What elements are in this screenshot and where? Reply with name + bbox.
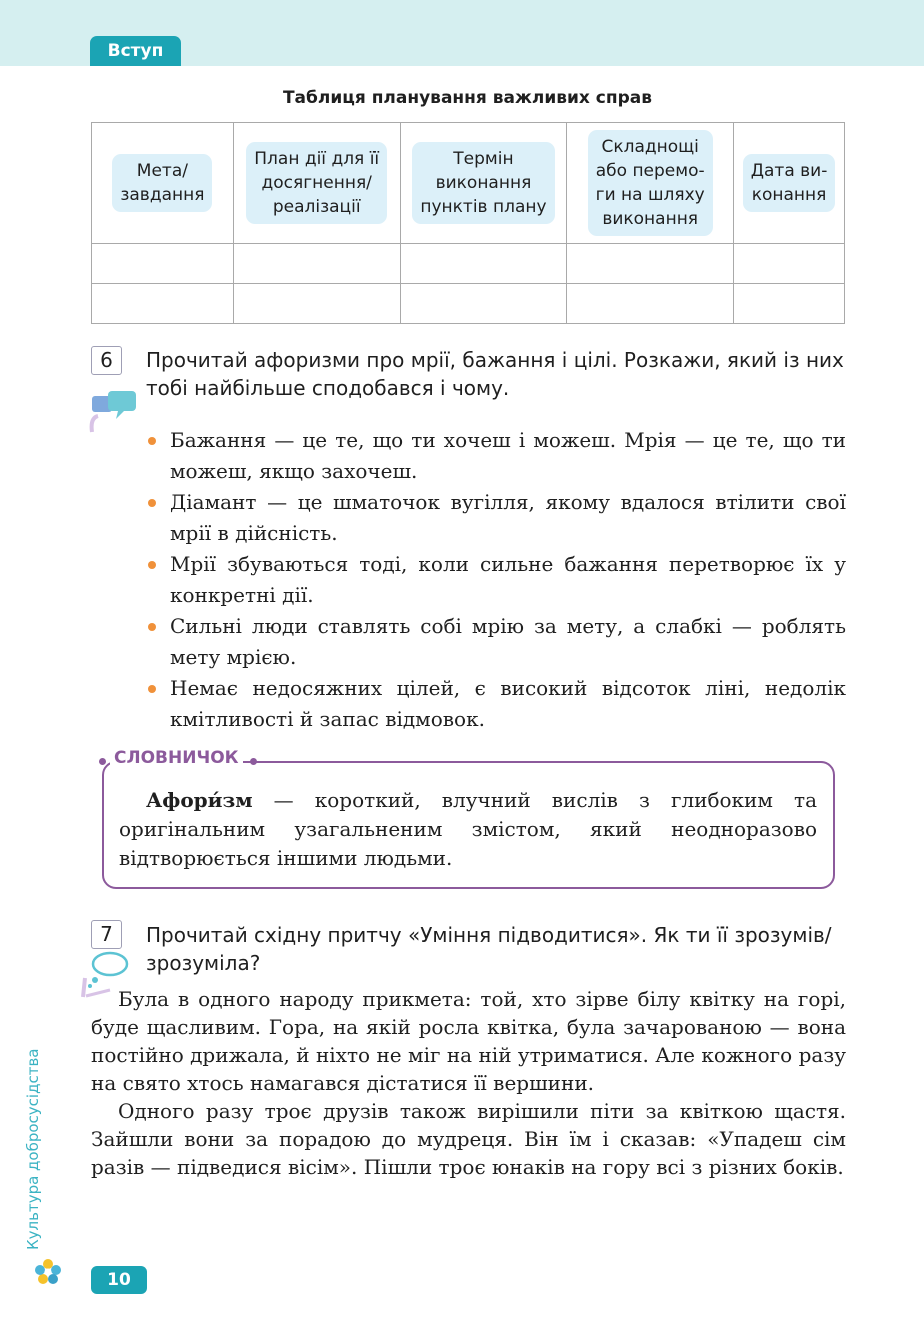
task-7-text: Прочитай східну притчу «Уміння підводитися». Як ти її зрозумів/зрозуміла? bbox=[146, 923, 832, 975]
vocabulary-dot bbox=[99, 758, 106, 765]
table-cell[interactable] bbox=[400, 284, 567, 324]
bullet-dot bbox=[148, 561, 156, 569]
vocabulary-dot bbox=[250, 758, 257, 765]
task-6-text: Прочитай афоризми про мрії, бажання і цілі. Розкажи, який із них тобі найбільше сподобався і чому. bbox=[146, 348, 844, 400]
aphorism-list bbox=[148, 425, 846, 735]
table-header-cell bbox=[567, 123, 734, 244]
aphorism-text: Бажання — це те, що ти хочеш і можеш. Мрія — це те, що ти можеш, якщо захочеш. bbox=[170, 428, 846, 483]
paragraph: Була в одного народу прикмета: той, хто зірве білу квітку на горі, буде щасливим. Гора, на якій росла квітка, була зачарованою — вона постійно дрижала, й ніхто не міг на ній утриматися. Але кожного разу на свято хтось намагався дістатися її вершини. bbox=[91, 987, 846, 1095]
page-number: 10 bbox=[91, 1266, 147, 1294]
side-running-title: Культура добросусідства bbox=[24, 1048, 42, 1250]
list-item bbox=[148, 673, 846, 735]
table-cell[interactable] bbox=[233, 284, 400, 324]
bullet-dot bbox=[148, 623, 156, 631]
list-item bbox=[148, 425, 846, 487]
table-cell[interactable] bbox=[734, 284, 845, 324]
aphorism-text: Діамант — це шматочок вугілля, якому вдалося втілити свої мрії в дійсність. bbox=[170, 490, 846, 545]
planning-table bbox=[91, 122, 845, 324]
parable-text bbox=[91, 985, 846, 1181]
table-cell[interactable] bbox=[233, 244, 400, 284]
table-header-row bbox=[92, 123, 845, 244]
vocabulary-definition-text: — короткий, влучний вислів з глибоким та оригінальним узагальненим змістом, який неодноразово відтворюється іншими людьми. bbox=[119, 788, 817, 870]
table-title: Таблиця планування важливих справ bbox=[282, 88, 653, 108]
aphorism-text: Сильні люди ставлять собі мрію за мету, а слабкі — роблять мету мрією. bbox=[170, 614, 846, 669]
table-cell[interactable] bbox=[92, 284, 234, 324]
table-row bbox=[92, 244, 845, 284]
aphorism-text: Немає недосяжних цілей, є високий відсоток ліні, недолік кмітливості й запас відмовок. bbox=[170, 676, 846, 731]
table-header-cell bbox=[233, 123, 400, 244]
column-header-goal: Мета/ завдання bbox=[112, 154, 212, 212]
table-cell[interactable] bbox=[567, 244, 734, 284]
vocabulary-definition bbox=[119, 786, 817, 873]
vocabulary-term: Афори́зм bbox=[146, 788, 253, 812]
table-cell[interactable] bbox=[734, 244, 845, 284]
table-header-cell bbox=[734, 123, 845, 244]
paragraph: Одного разу троє друзів також вирішили піти за квіткою щастя. Зайшли вони за порадою до мудреця. Він їм і сказав: «Упадеш сім разів — підведися вісім». Пішли троє юнаків на гору всі з різних боків. bbox=[91, 1099, 846, 1179]
column-header-difficulties: Складнощі або перемо- ги на шляху виконання bbox=[588, 130, 713, 236]
task-7-number: 7 bbox=[91, 920, 122, 949]
column-header-plan: План дії для її досягнення/ реалізації bbox=[246, 142, 387, 224]
list-item bbox=[148, 487, 846, 549]
column-header-date: Дата ви- конання bbox=[743, 154, 836, 212]
discussion-bubbles-icon bbox=[88, 388, 140, 434]
table-cell[interactable] bbox=[567, 284, 734, 324]
task-6-number: 6 bbox=[91, 346, 122, 375]
table-cell[interactable] bbox=[92, 244, 234, 284]
list-item bbox=[148, 549, 846, 611]
table-header-cell bbox=[92, 123, 234, 244]
section-tag: Вступ bbox=[90, 36, 181, 66]
column-header-term: Термін виконання пунктів плану bbox=[412, 142, 554, 224]
bullet-dot bbox=[148, 437, 156, 445]
table-header-cell bbox=[400, 123, 567, 244]
vocabulary-label: СЛОВНИЧОК bbox=[110, 748, 243, 768]
table-row bbox=[92, 284, 845, 324]
table-cell[interactable] bbox=[400, 244, 567, 284]
list-item bbox=[148, 611, 846, 673]
bullet-dot bbox=[148, 499, 156, 507]
flower-logo-icon bbox=[34, 1258, 62, 1286]
aphorism-text: Мрії збуваються тоді, коли сильне бажання перетворює їх у конкретні дії. bbox=[170, 552, 846, 607]
bullet-dot bbox=[148, 685, 156, 693]
